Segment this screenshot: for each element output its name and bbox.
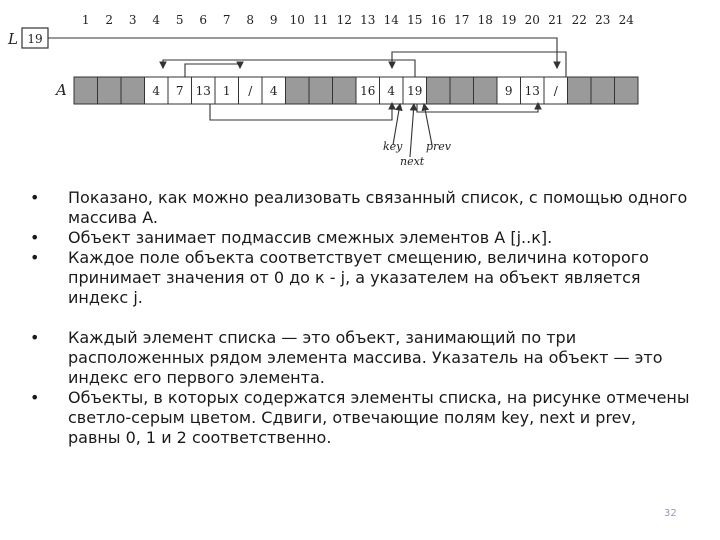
key-pointer bbox=[393, 104, 400, 145]
index-label: 18 bbox=[477, 13, 493, 27]
array-cell-value: 7 bbox=[175, 84, 184, 98]
bullet-dot: • bbox=[30, 388, 40, 407]
index-label: 10 bbox=[289, 13, 305, 27]
array-cell-shaded bbox=[568, 77, 592, 104]
page-number: 32 bbox=[664, 508, 677, 519]
prev-pointer bbox=[424, 104, 432, 145]
bullet-item bbox=[30, 248, 690, 308]
array-cell-shaded bbox=[333, 77, 357, 104]
index-label: 17 bbox=[454, 13, 470, 27]
bullet-dot: • bbox=[30, 188, 40, 207]
array-cell-shaded bbox=[74, 77, 98, 104]
bullet-list bbox=[30, 188, 690, 448]
array-row bbox=[74, 77, 638, 104]
array-cell-value: / bbox=[248, 84, 253, 98]
array-cell-value: 13 bbox=[524, 84, 540, 98]
array-cell-shaded bbox=[286, 77, 310, 104]
array-cell-value: / bbox=[553, 84, 558, 98]
index-label: 19 bbox=[501, 13, 517, 27]
head-value: 19 bbox=[27, 32, 43, 46]
bullet-text: Каждый элемент списка — это объект, занимающий по три расположенных рядом элемента массива. Указатель на объект — это индекс его первого элемента. bbox=[68, 328, 663, 387]
array-cell-value: 4 bbox=[152, 84, 161, 98]
bullet-dot: • bbox=[30, 328, 40, 347]
index-label: 8 bbox=[246, 13, 255, 27]
prev-arrow-2 bbox=[210, 103, 392, 120]
index-label: 12 bbox=[336, 13, 352, 27]
index-label: 20 bbox=[524, 13, 540, 27]
index-label: 21 bbox=[548, 13, 564, 27]
head-arrow bbox=[48, 38, 557, 68]
array-cell-value: 13 bbox=[195, 84, 211, 98]
prev-label: prev bbox=[426, 140, 452, 153]
linked-list-array-diagram bbox=[0, 0, 720, 185]
index-label: 24 bbox=[618, 13, 634, 27]
bullet-dot: • bbox=[30, 248, 40, 267]
bullet-text: Показано, как можно реализовать связанный список, с помощью одного массива A. bbox=[68, 188, 688, 227]
bullet-item bbox=[30, 328, 690, 388]
key-label: key bbox=[383, 140, 403, 153]
array-cell-shaded bbox=[98, 77, 122, 104]
bullet-item bbox=[30, 228, 690, 248]
bullet-text: Объекты, в которых содержатся элементы списка, на рисунке отмечены светло-серым цветом. Сдвиги, отвечающие полям key, next и prev, равны 0, 1 и 2 соответственно. bbox=[68, 388, 690, 447]
next-label: next bbox=[400, 155, 425, 168]
index-label: 9 bbox=[269, 13, 278, 27]
array-cell-shaded bbox=[121, 77, 145, 104]
bullet-item bbox=[30, 188, 690, 228]
array-cell-shaded bbox=[591, 77, 615, 104]
index-label: 11 bbox=[313, 13, 329, 27]
next-arrow-3 bbox=[185, 64, 240, 77]
array-label: A bbox=[56, 81, 67, 99]
index-label: 6 bbox=[199, 13, 208, 27]
index-label: 15 bbox=[407, 13, 423, 27]
array-cell-shaded bbox=[309, 77, 333, 104]
index-label: 2 bbox=[105, 13, 114, 27]
index-label: 14 bbox=[383, 13, 399, 27]
array-cell-shaded bbox=[427, 77, 451, 104]
bullet-text: Объект занимает подмассив смежных элементов A [j..к]. bbox=[68, 228, 553, 247]
next-arrow-1 bbox=[392, 52, 566, 77]
array-cell-value: 16 bbox=[360, 84, 376, 98]
next-arrow-2 bbox=[163, 60, 415, 77]
array-cell-value: 1 bbox=[222, 84, 231, 98]
index-label: 23 bbox=[595, 13, 611, 27]
index-row bbox=[82, 13, 634, 27]
bullet-item bbox=[30, 388, 690, 448]
index-label: 3 bbox=[128, 13, 137, 27]
bullet-text: Каждое поле объекта соответствует смещению, величина которого принимает значения от 0 до к - j, а указателем на объект является индекс j. bbox=[68, 248, 649, 307]
array-cell-value: 19 bbox=[407, 84, 423, 98]
index-label: 5 bbox=[175, 13, 184, 27]
next-pointer bbox=[410, 104, 414, 157]
array-cell-value: 4 bbox=[387, 84, 396, 98]
index-label: 16 bbox=[430, 13, 446, 27]
index-label: 22 bbox=[571, 13, 587, 27]
index-label: 7 bbox=[222, 13, 231, 27]
index-label: 4 bbox=[152, 13, 161, 27]
index-label: 1 bbox=[81, 13, 90, 27]
array-cell-value: 9 bbox=[504, 84, 513, 98]
list-label: L bbox=[8, 30, 18, 48]
array-cell-shaded bbox=[615, 77, 639, 104]
bullet-dot: • bbox=[30, 228, 40, 247]
index-label: 13 bbox=[360, 13, 376, 27]
array-cell-shaded bbox=[474, 77, 498, 104]
array-cell-value: 4 bbox=[269, 84, 278, 98]
array-cell-shaded bbox=[450, 77, 474, 104]
